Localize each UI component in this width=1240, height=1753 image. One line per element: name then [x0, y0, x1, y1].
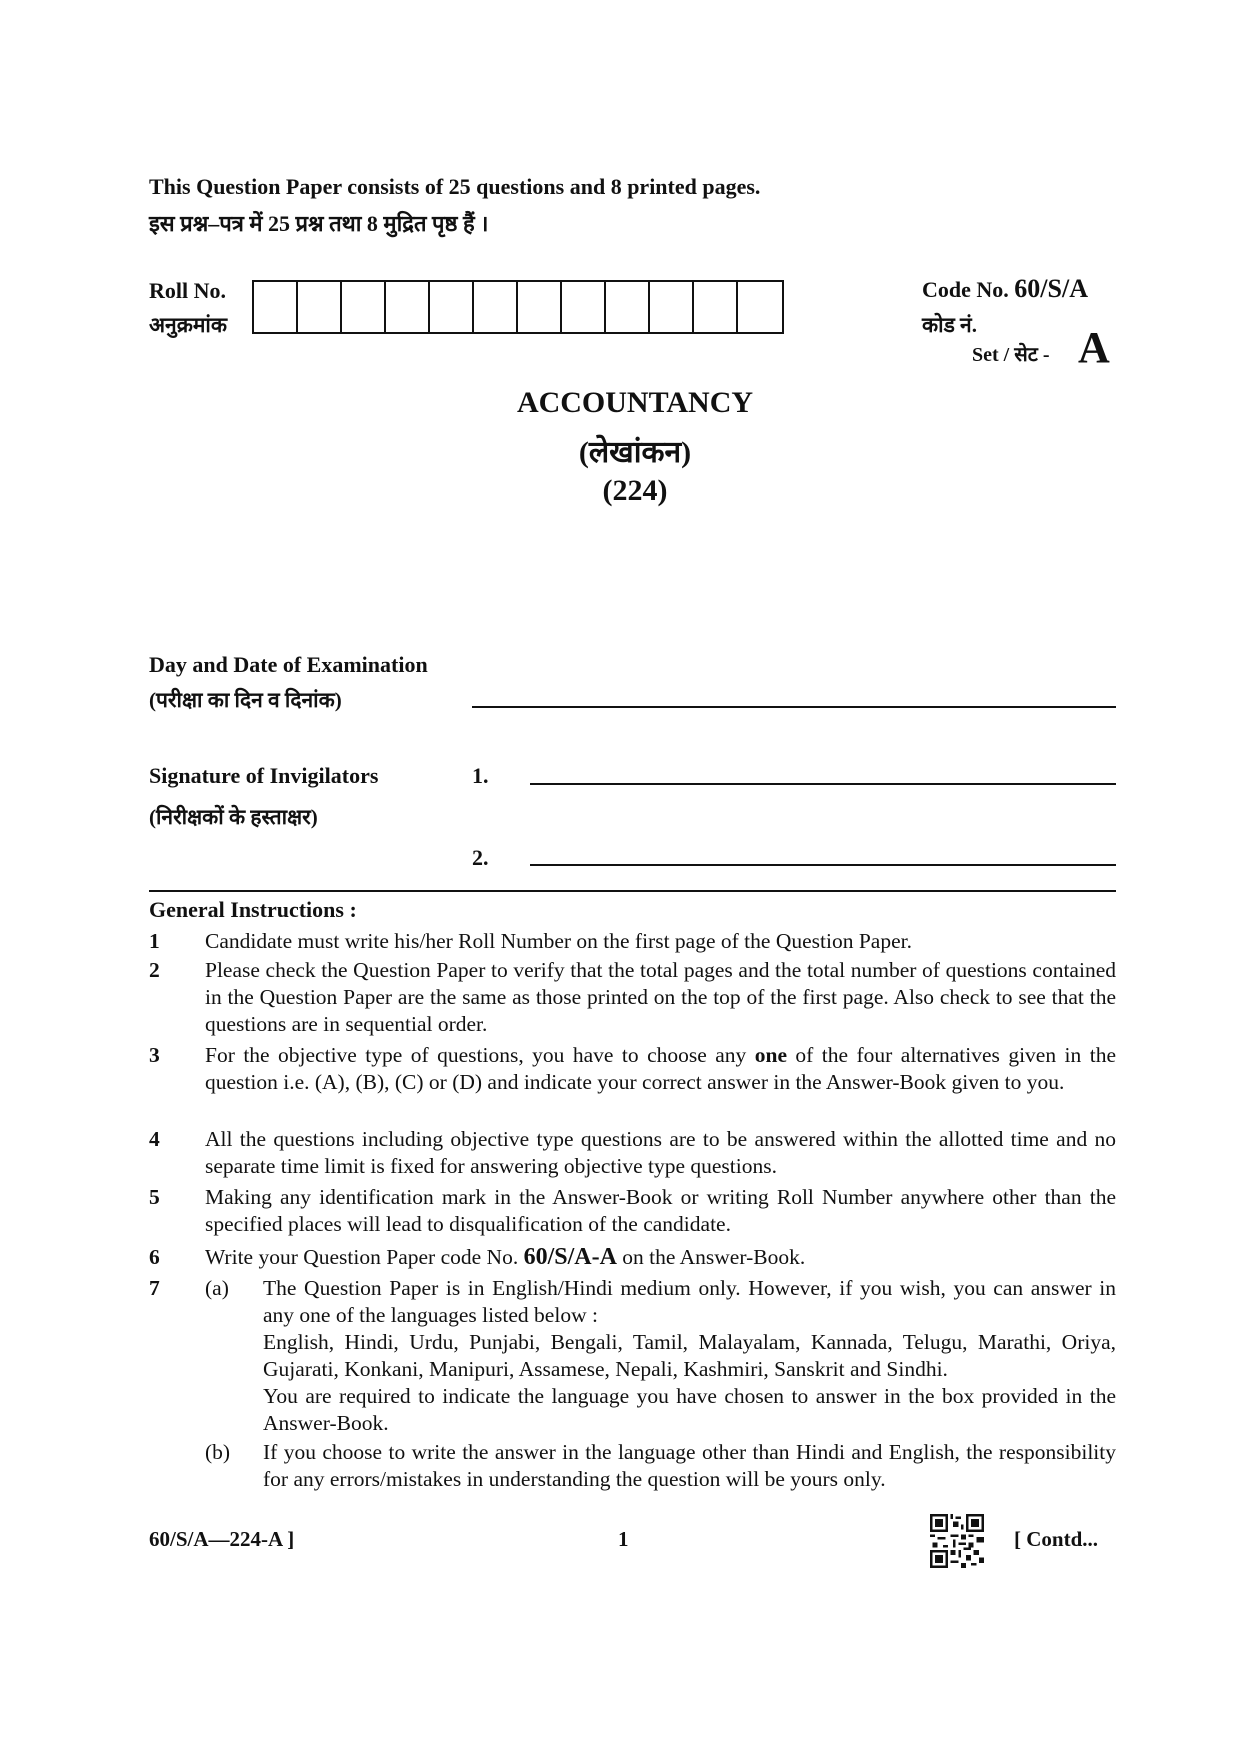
instruction-3 [149, 1042, 1116, 1096]
instruction-number: 7 [149, 1276, 160, 1300]
instruction-text [205, 1042, 1116, 1096]
instruction-text-part: For the objective type of questions, you have to choose any [205, 1043, 755, 1067]
instruction-2 [149, 957, 1116, 1038]
instruction-text: Making any identification mark in the Answer-Book or writing Roll Number anywhere other than the specified places will lead to disqualification of the candidate. [205, 1185, 1116, 1236]
roll-number-label-hindi: अनुक्रमांक [149, 313, 227, 337]
instruction-4 [149, 1126, 1116, 1180]
roll-number-digit-box[interactable] [518, 282, 562, 332]
instruction-number: 6 [149, 1245, 160, 1269]
code-number-value: 60/S/A [1014, 274, 1088, 303]
instruction-1 [149, 928, 1116, 955]
subject-title-hindi: (लेखांकन) [578, 436, 692, 469]
instruction-5 [149, 1184, 1116, 1238]
qr-code-icon [930, 1514, 984, 1568]
instruction-text-part: on the Answer-Book. [616, 1245, 806, 1269]
instruction-number: 5 [149, 1185, 160, 1209]
page-number: 1 [618, 1527, 629, 1551]
instruction-7 [149, 1275, 1116, 1493]
invigilator-1-signature-field[interactable] [530, 783, 1116, 785]
separator-line [149, 890, 1116, 892]
sub-instruction-text: You are required to indicate the language you have chosen to answer in the box provided in the Answer-Book. [263, 1384, 1116, 1435]
roll-number-digit-box[interactable] [562, 282, 606, 332]
paper-info-hindi: इस प्रश्न–पत्र में 25 प्रश्न तथा 8 मुद्रित पृष्ठ हैं । [149, 211, 489, 236]
instruction-text [205, 1244, 1116, 1271]
set-value: A [1078, 323, 1110, 372]
exam-date-label: Day and Date of Examination [149, 652, 428, 677]
exam-date-label-hindi: (परीक्षा का दिन व दिनांक) [149, 688, 342, 712]
invigilator-2-number: 2. [472, 845, 489, 870]
instruction-text: Please check the Question Paper to verify that the total pages and the total number of questions contained in the Question Paper are the same as those printed on the top of the first page. Also check to see that the questions are in sequential order. [205, 958, 1116, 1036]
paper-info-english: This Question Paper consists of 25 questions and 8 printed pages. [149, 174, 761, 199]
instruction-number: 2 [149, 958, 160, 982]
roll-number-digit-box[interactable] [430, 282, 474, 332]
continued-label: [ Contd... [1014, 1527, 1099, 1551]
roll-number-digit-box[interactable] [342, 282, 386, 332]
roll-number-boxes[interactable] [252, 280, 784, 334]
exam-date-field[interactable] [472, 706, 1116, 708]
roll-number-digit-box[interactable] [694, 282, 738, 332]
roll-number-digit-box[interactable] [474, 282, 518, 332]
sub-instruction-label: (b) [205, 1440, 231, 1464]
invigilator-signature-label: Signature of Invigilators [149, 763, 379, 788]
subject-title: ACCOUNTANCY [516, 386, 754, 419]
instruction-number: 1 [149, 929, 160, 953]
roll-number-digit-box[interactable] [738, 282, 782, 332]
instruction-text: All the questions including objective type questions are to be answered within the allotted time and no separate time limit is fixed for answering objective type questions. [205, 1127, 1116, 1178]
instruction-number: 3 [149, 1043, 160, 1067]
instruction-7a [149, 1275, 1116, 1437]
sub-instruction-text: If you choose to write the answer in the language other than Hindi and English, the responsibility for any errors/mistakes in understanding the question will be yours only. [263, 1440, 1116, 1491]
roll-number-digit-box[interactable] [254, 282, 298, 332]
invigilator-2-signature-field[interactable] [530, 864, 1116, 866]
roll-number-digit-box[interactable] [386, 282, 430, 332]
instruction-text: Candidate must write his/her Roll Number on the first page of the Question Paper. [205, 929, 912, 953]
code-number-label-hindi: कोड नं. [922, 313, 977, 337]
roll-number-digit-box[interactable] [650, 282, 694, 332]
instruction-7b [149, 1439, 1116, 1493]
instruction-text-bold: 60/S/A-A [523, 1244, 617, 1270]
invigilator-signature-label-hindi: (निरीक्षकों के हस्ताक्षर) [149, 805, 318, 829]
subject-code: (224) [602, 474, 668, 507]
sub-instruction-label: (a) [205, 1276, 229, 1300]
footer-paper-code: 60/S/A—224-A ] [149, 1527, 295, 1551]
roll-number-label: Roll No. [149, 278, 226, 303]
sub-instruction-text: The Question Paper is in English/Hindi medium only. However, if you wish, you can answer in any one of the languages listed below : [263, 1276, 1116, 1327]
instruction-text-bold: one [754, 1043, 787, 1067]
instruction-6 [149, 1244, 1116, 1271]
code-number-label: Code No. [922, 277, 1009, 302]
code-number [922, 274, 1088, 304]
instruction-text-part: Write your Question Paper code No. [205, 1245, 524, 1269]
instruction-number: 4 [149, 1127, 160, 1151]
roll-number-digit-box[interactable] [298, 282, 342, 332]
general-instructions-title: General Instructions : [149, 897, 357, 922]
languages-list: English, Hindi, Urdu, Punjabi, Bengali, Tamil, Malayalam, Kannada, Telugu, Marathi, Oriya, Gujarati, Konkani, Manipuri, Assamese, Nepali, Kashmiri, Sanskrit and Sindhi. [263, 1330, 1116, 1381]
invigilator-1-number: 1. [472, 763, 489, 788]
instruction-text-part: of the four alternatives given in the question i.e. (A), (B), (C) or (D) and indicate your correct answer in the Answer-Book given to you. [205, 1043, 1116, 1094]
roll-number-digit-box[interactable] [606, 282, 650, 332]
set-label: Set / सेट - [972, 344, 1050, 366]
